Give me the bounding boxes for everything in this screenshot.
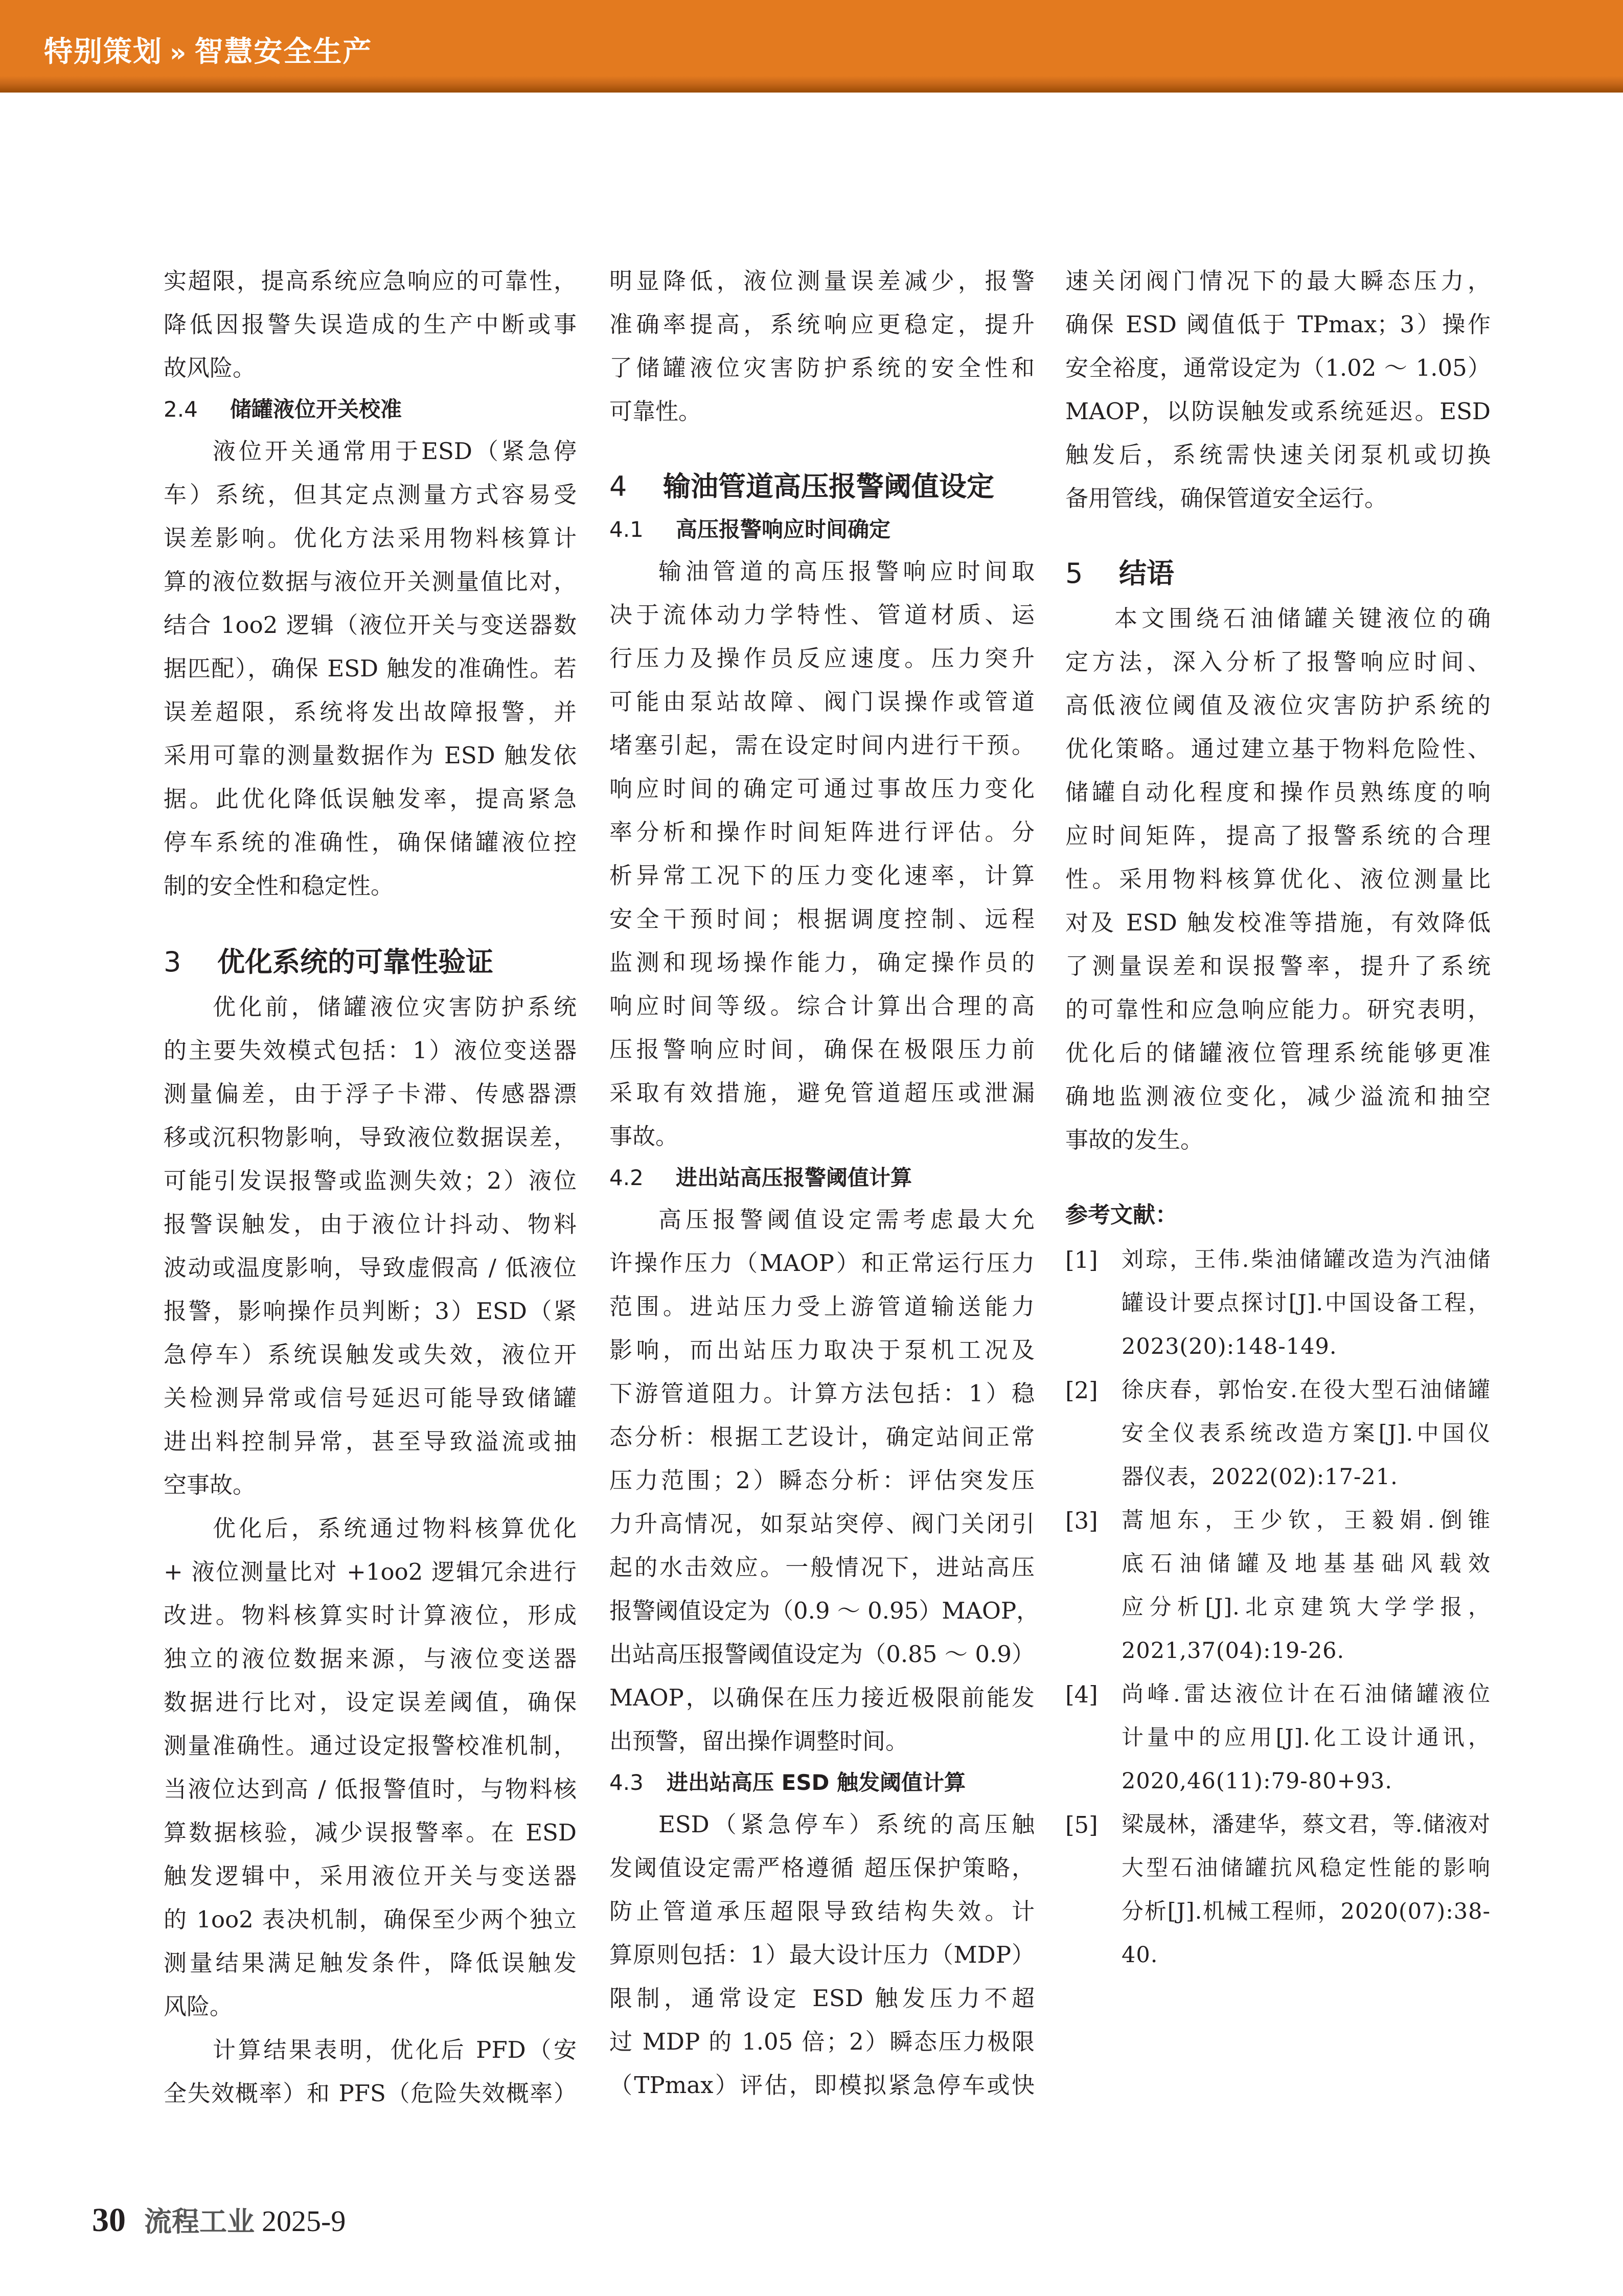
text-line: 优化后的储罐液位管理系统能够更准 <box>1065 1039 1491 1066</box>
reference-number: [1] <box>1065 1246 1098 1274</box>
text-line: 出站高压报警阈值设定为（0.85 ～ 0.9） <box>609 1641 1035 1668</box>
subsection-heading-2-4 <box>164 390 577 429</box>
text-line: 空事故。 <box>164 1471 256 1498</box>
column-middle <box>609 259 1040 2107</box>
text-line: 报警误触发，由于液位计抖动、物料 <box>164 1211 577 1238</box>
heading-title: 结语 <box>1119 557 1174 589</box>
double-chevron-icon: » <box>170 38 188 67</box>
section-heading-5 <box>1065 551 1491 597</box>
reference-text-line: 徐庆春，郭怡安.在役大型石油储罐 <box>1122 1377 1491 1403</box>
header-section-label: 特别策划 <box>44 35 163 69</box>
text-line: 数据进行比对，设定误差阈值，确保 <box>164 1689 577 1716</box>
paragraph <box>164 1507 577 2028</box>
text-line: 急停车）系统误触发或失效，液位开 <box>164 1341 577 1368</box>
text-line: 故风险。 <box>164 354 256 381</box>
text-line: 计算结果表明，优化后 PFD（安 <box>213 2036 577 2063</box>
reference-text-line: 器仪表，2022(02):17-21. <box>1122 1464 1398 1490</box>
text-line: 风险。 <box>164 1993 233 2020</box>
paragraph <box>609 550 1035 1158</box>
references-list <box>1065 1238 1491 1977</box>
text-line: 误差影响。优化方法采用物料核算计 <box>164 525 577 552</box>
text-line: 触发后，系统需快速关闭泵机或切换 <box>1065 441 1491 468</box>
text-line: 实超限，提高系统应急响应的可靠性， <box>164 267 577 294</box>
text-line: 明显降低，液位测量误差减少，报警 <box>609 267 1035 294</box>
text-line: 确保 ESD 阈值低于 TPmax；3）操作 <box>1065 311 1491 338</box>
reference-number: [3] <box>1065 1507 1098 1534</box>
paragraph <box>1065 259 1491 520</box>
text-line: 算原则包括：1）最大设计压力（MDP） <box>609 1941 1035 1968</box>
reference-text-line: 2021,37(04):19-26. <box>1122 1638 1345 1664</box>
text-line: 范围。进站压力受上游管道输送能力 <box>609 1293 1035 1320</box>
reference-number: [4] <box>1065 1681 1098 1708</box>
reference-text-line: 2020,46(11):79-80+93. <box>1122 1768 1392 1794</box>
header-topic-label: 智慧安全生产 <box>194 35 373 69</box>
reference-text-line: 大型石油储罐抗风稳定性能的影响 <box>1122 1855 1491 1881</box>
text-line: 速关闭阀门情况下的最大瞬态压力， <box>1065 267 1491 294</box>
text-line: 触发逻辑中，采用液位开关与变送器 <box>164 1862 577 1890</box>
text-line: 可靠性。 <box>609 398 702 425</box>
text-line: 态分析：根据工艺设计，确定站间正常 <box>609 1423 1035 1450</box>
heading-number: 5 <box>1065 557 1083 589</box>
text-line: 对及 ESD 触发校准等措施，有效降低 <box>1065 909 1491 936</box>
text-line: 液位开关通常用于ESD（紧急停 <box>213 438 577 465</box>
text-line: 响应时间的确定可通过事故压力变化 <box>609 775 1035 802</box>
reference-text-line: 蒿旭东，王少钦，王毅娟.倒锥 <box>1122 1508 1491 1533</box>
text-line: 发阈值设定需严格遵循 超压保护策略， <box>609 1854 1035 1881</box>
reference-item <box>1065 1369 1491 1499</box>
reference-text-line: 刘琮，王伟.柴油储罐改造为汽油储 <box>1122 1247 1491 1272</box>
text-line: 影响，而出站压力取决于泵机工况及 <box>609 1336 1035 1363</box>
text-line: （TPmax）评估，即模拟紧急停车或快 <box>609 2072 1035 2099</box>
text-line: 可能由泵站故障、阀门误操作或管道 <box>609 688 1035 715</box>
subsection-heading-4-2 <box>609 1158 1035 1198</box>
text-line: 优化策略。通过建立基于物料危险性、 <box>1065 735 1491 762</box>
paragraph <box>164 429 577 907</box>
text-line: 据匹配），确保 ESD 触发的准确性。若 <box>164 655 577 682</box>
column-left <box>164 259 577 2115</box>
reference-number: [5] <box>1065 1811 1098 1838</box>
text-line: 应时间矩阵，提高了报警系统的合理 <box>1065 822 1491 849</box>
text-line: 了测量误差和误报警率，提升了系统 <box>1065 952 1491 980</box>
reference-text-line: 计量中的应用[J].化工设计通讯， <box>1122 1725 1491 1751</box>
page-footer <box>92 2202 346 2246</box>
magazine-name: 流程工业 <box>144 2205 255 2238</box>
reference-text-line: 2023(20):148-149. <box>1122 1334 1337 1359</box>
text-line: 过 MDP 的 1.05 倍；2）瞬态压力极限 <box>609 2028 1035 2055</box>
reference-number: [2] <box>1065 1377 1098 1404</box>
text-line: 准确率提高，系统响应更稳定，提升 <box>609 311 1035 338</box>
text-line: 限制，通常设定 ESD 触发压力不超 <box>609 1985 1035 2012</box>
section-heading-4 <box>609 464 1035 510</box>
reference-item <box>1065 1803 1491 1977</box>
heading-title: 进出站高压报警阈值计算 <box>676 1165 912 1190</box>
text-line: 优化前，储罐液位灾害防护系统 <box>213 993 577 1020</box>
reference-text-line: 底石油储罐及地基基础风载效 <box>1122 1551 1491 1577</box>
text-line: 储罐自动化程度和操作员熟练度的响 <box>1065 779 1491 806</box>
text-line: 许操作压力（MAOP）和正常运行压力 <box>609 1249 1035 1277</box>
text-line: 测量偏差，由于浮子卡滞、传感器漂 <box>164 1080 577 1107</box>
heading-title: 输油管道高压报警阈值设定 <box>663 470 994 503</box>
text-line: 可能引发误报警或监测失效；2）液位 <box>164 1167 577 1194</box>
text-line: 堵塞引起，需在设定时间内进行干预。 <box>609 732 1035 759</box>
text-line: 下游管道阻力。计算方法包括：1）稳 <box>609 1380 1035 1407</box>
text-line: 据。此优化降低误触发率，提高紧急 <box>164 785 577 812</box>
text-line: 监测和现场操作能力，确定操作员的 <box>609 949 1035 976</box>
text-line: 进出料控制异常，甚至导致溢流或抽 <box>164 1428 577 1455</box>
heading-title: 进出站高压 ESD 触发阈值计算 <box>667 1770 966 1795</box>
section-header-title <box>44 36 372 69</box>
text-line: 测量结果满足触发条件，降低误触发 <box>164 1949 577 1976</box>
text-line: 停车系统的准确性，确保储罐液位控 <box>164 829 577 856</box>
column-right <box>1065 259 1491 1977</box>
reference-text-line: 罐设计要点探讨[J].中国设备工程， <box>1122 1290 1491 1316</box>
text-line: 误差超限，系统将发出故障报警，并 <box>164 698 577 725</box>
references-heading: 参考文献： <box>1065 1202 1178 1228</box>
text-line: 高低液位阈值及液位灾害防护系统的 <box>1065 692 1491 719</box>
text-line: 事故。 <box>609 1123 679 1150</box>
paragraph <box>164 985 577 1507</box>
section-heading-3 <box>164 939 577 985</box>
text-line: 决于流体动力学特性、管道材质、运 <box>609 601 1035 628</box>
reference-item <box>1065 1238 1491 1369</box>
paragraph <box>1065 597 1491 1162</box>
heading-title: 优化系统的可靠性验证 <box>217 946 493 978</box>
text-line: 压力范围；2）瞬态分析：评估突发压 <box>609 1467 1035 1494</box>
text-line: ESD（紧急停车）系统的高压触 <box>658 1811 1035 1838</box>
heading-number: 4 <box>609 470 627 503</box>
text-line: + 液位测量比对 +1oo2 逻辑冗余进行 <box>164 1558 577 1585</box>
text-line: 高压报警阈值设定需考虑最大允 <box>658 1206 1035 1233</box>
paragraph <box>164 2028 577 2115</box>
reference-text-line: 安全仪表系统改造方案[J].中国仪 <box>1122 1421 1491 1446</box>
reference-text-line: 40. <box>1122 1942 1158 1968</box>
heading-number: 3 <box>164 946 181 978</box>
text-line: 防止管道承压超限导致结构失效。计 <box>609 1898 1035 1925</box>
reference-text-line: 尚峰.雷达液位计在石油储罐液位 <box>1122 1681 1491 1707</box>
text-line: 制的安全性和稳定性。 <box>164 872 394 899</box>
text-line: 率分析和操作时间矩阵进行评估。分 <box>609 819 1035 846</box>
paragraph <box>609 1803 1035 2107</box>
heading-title: 高压报警响应时间确定 <box>676 517 891 542</box>
text-line: 输油管道的高压报警响应时间取 <box>658 558 1035 585</box>
reference-item <box>1065 1499 1491 1673</box>
text-line: 算的液位数据与液位开关测量值比对， <box>164 568 577 595</box>
text-line: 析异常工况下的压力变化速率，计算 <box>609 862 1035 889</box>
text-line: 的 1oo2 表决机制，确保至少两个独立 <box>164 1906 577 1933</box>
text-line: 采取有效措施，避免管道超压或泄漏 <box>609 1079 1035 1106</box>
paragraph <box>609 259 1035 433</box>
heading-number: 4.1 <box>609 517 644 542</box>
text-line: 本文围绕石油储罐关键液位的确 <box>1114 605 1491 632</box>
text-line: 关检测异常或信号延迟可能导致储罐 <box>164 1384 577 1412</box>
text-line: 报警，影响操作员判断；3）ESD（紧 <box>164 1298 577 1325</box>
reference-text-line: 应分析[J].北京建筑大学学报， <box>1122 1595 1491 1620</box>
text-line: 独立的液位数据来源，与液位变送器 <box>164 1645 577 1672</box>
page-number: 30 <box>92 2201 126 2239</box>
text-line: 测量准确性。通过设定报警校准机制， <box>164 1732 577 1759</box>
text-line: 确地监测液位变化，减少溢流和抽空 <box>1065 1083 1491 1110</box>
text-line: 了储罐液位灾害防护系统的安全性和 <box>609 354 1035 381</box>
text-line: 起的水击效应。一般情况下，进站高压 <box>609 1554 1035 1581</box>
reference-text-line: 分析[J].机械工程师，2020(07):38- <box>1122 1899 1491 1924</box>
text-line: 事故的发生。 <box>1065 1126 1204 1153</box>
subsection-heading-4-1 <box>609 510 1035 550</box>
heading-number: 2.4 <box>164 397 198 422</box>
text-line: 当液位达到高 / 低报警值时，与物料核 <box>164 1776 577 1803</box>
text-line: 压报警响应时间，确保在极限压力前 <box>609 1036 1035 1063</box>
reference-text-line: 梁晟林，潘建华，蔡文君，等.储液对 <box>1122 1812 1491 1837</box>
text-line: 定方法，深入分析了报警响应时间、 <box>1065 648 1491 675</box>
text-line: 降低因报警失误造成的生产中断或事 <box>164 311 577 338</box>
subsection-heading-4-3 <box>609 1763 1035 1803</box>
heading-number: 4.2 <box>609 1165 644 1190</box>
text-line: 的可靠性和应急响应能力。研究表明， <box>1065 996 1491 1023</box>
text-line: 报警阈值设定为（0.9 ～ 0.95）MAOP， <box>609 1597 1040 1624</box>
paragraph <box>609 1198 1040 1763</box>
text-line: 采用可靠的测量数据作为 ESD 触发依 <box>164 742 577 769</box>
text-line: 优化后，系统通过物料核算优化 <box>213 1515 577 1542</box>
reference-item <box>1065 1673 1491 1803</box>
text-line: 车）系统，但其定点测量方式容易受 <box>164 481 577 508</box>
text-line: 结合 1oo2 逻辑（液位开关与变送器数 <box>164 611 577 639</box>
text-line: 备用管线，确保管道安全运行。 <box>1065 485 1388 512</box>
paragraph <box>164 259 577 390</box>
text-line: 全失效概率）和 PFS（危险失效概率） <box>164 2080 577 2107</box>
text-line: 力升高情况，如泵站突停、阀门关闭引 <box>609 1510 1035 1537</box>
heading-number: 4.3 <box>609 1770 644 1795</box>
text-line: MAOP，以确保在压力接近极限前能发 <box>609 1684 1035 1711</box>
issue-label: 2025-9 <box>262 2204 346 2238</box>
text-line: 的主要失效模式包括：1）液位变送器 <box>164 1037 577 1064</box>
text-line: 算数据核验，减少误报警率。在 ESD <box>164 1819 577 1846</box>
text-line: MAOP，以防误触发或系统延迟。ESD <box>1065 398 1491 425</box>
text-line: 波动或温度影响，导致虚假高 / 低液位 <box>164 1254 577 1281</box>
text-line: 安全裕度，通常设定为（1.02 ～ 1.05） <box>1065 354 1491 381</box>
text-line: 行压力及操作员反应速度。压力突升 <box>609 645 1035 672</box>
text-line: 移或沉积物影响，导致液位数据误差， <box>164 1124 577 1151</box>
text-line: 性。采用物料核算优化、液位测量比 <box>1065 866 1491 893</box>
text-line: 改进。物料核算实时计算液位，形成 <box>164 1602 577 1629</box>
heading-title: 储罐液位开关校准 <box>230 397 402 422</box>
text-line: 出预警，留出操作调整时间。 <box>609 1727 909 1755</box>
section-header-band <box>0 0 1623 93</box>
text-line: 响应时间等级。综合计算出合理的高 <box>609 992 1035 1019</box>
text-line: 安全干预时间；根据调度控制、远程 <box>609 905 1035 933</box>
